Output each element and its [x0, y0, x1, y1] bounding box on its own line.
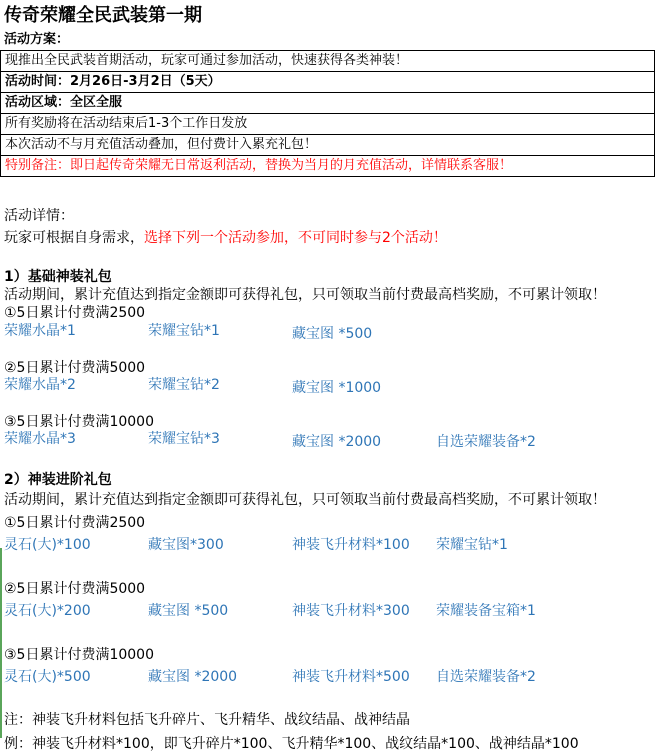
section1-tier3-rewards [4, 431, 654, 449]
reward-item: 荣耀水晶*3 [4, 431, 76, 447]
section2-tier2-rewards [4, 603, 654, 621]
section1-tier1-threshold: ①5日累计付费满2500 [4, 305, 146, 321]
info-cell: 特别备注：即日起传奇荣耀无日常返利活动，替换为当月的月充值活动，详情联系客服！ [1, 156, 655, 177]
note-example: 例：神装飞升材料*100，即飞升碎片*100、飞升精华*100、战纹结晶*100、战神结晶*100 [4, 736, 579, 752]
reward-item: 藏宝图 *500 [292, 326, 373, 342]
info-row [1, 135, 655, 156]
reward-item: 荣耀水晶*1 [4, 323, 76, 339]
section1-title: 1）基础神装礼包 [4, 269, 112, 285]
reward-item: 藏宝图*300 [148, 537, 224, 553]
info-table [0, 50, 655, 177]
reward-item: 神装飞升材料*300 [292, 603, 410, 619]
reward-item: 荣耀宝钻*1 [148, 323, 220, 339]
reward-item: 荣耀装备宝箱*1 [436, 603, 536, 619]
section2-tier2-threshold: ②5日累计付费满5000 [4, 581, 146, 597]
section2-tier1-rewards [4, 537, 654, 555]
section1-tier2-rewards [4, 377, 654, 395]
info-cell: 本次活动不与月充值活动叠加，但付费计入累充礼包！ [1, 135, 655, 156]
info-row [1, 156, 655, 177]
reward-item: 荣耀宝钻*2 [148, 377, 220, 393]
info-cell: 所有奖励将在活动结束后1-3个工作日发放 [1, 114, 655, 135]
info-row [1, 114, 655, 135]
info-row [1, 72, 655, 93]
reward-item: 灵石(大)*200 [4, 603, 91, 619]
choose-note [4, 230, 447, 247]
page-title: 传奇荣耀全民武装第一期 [4, 5, 202, 26]
section1-tier1-rewards [4, 323, 654, 341]
reward-item: 自选荣耀装备*2 [436, 434, 536, 450]
note-materials: 注：神装飞升材料包括飞升碎片、飞升精华、战纹结晶、战神结晶 [4, 712, 410, 728]
choose-prefix: 玩家可根据自身需求， [4, 230, 144, 246]
section2-tier1-threshold: ①5日累计付费满2500 [4, 515, 146, 531]
details-label: 活动详情： [4, 208, 74, 224]
section2-tier3-rewards [4, 669, 654, 687]
info-cell: 现推出全民武装首期活动，玩家可通过参加活动，快速获得各类神装！ [1, 51, 655, 72]
info-cell: 活动区域：全区全服 [1, 93, 655, 114]
reward-item: 藏宝图 *1000 [292, 380, 382, 396]
section2-desc: 活动期间，累计充值达到指定金额即可获得礼包，只可领取当前付费最高档奖励，不可累计领取！ [4, 492, 606, 508]
reward-item: 荣耀宝钻*1 [436, 537, 508, 553]
choose-warning: 选择下列一个活动参加，不可同时参与2个活动！ [144, 230, 447, 246]
reward-item: 神装飞升材料*100 [292, 537, 410, 553]
plan-label: 活动方案： [4, 32, 70, 47]
reward-item: 灵石(大)*500 [4, 669, 91, 685]
reward-item: 藏宝图 *2000 [292, 434, 382, 450]
reward-item: 荣耀宝钻*3 [148, 431, 220, 447]
reward-item: 藏宝图 *2000 [148, 669, 238, 685]
section1-desc: 活动期间，累计充值达到指定金额即可获得礼包，只可领取当前付费最高档奖励，不可累计领取！ [4, 287, 606, 303]
left-edge-marker [0, 548, 2, 738]
section2-tier3-threshold: ③5日累计付费满10000 [4, 647, 154, 663]
info-row [1, 51, 655, 72]
reward-item: 藏宝图 *500 [148, 603, 229, 619]
section1-tier2-threshold: ②5日累计付费满5000 [4, 360, 146, 376]
reward-item: 自选荣耀装备*2 [436, 669, 536, 685]
info-row [1, 93, 655, 114]
section1-tier3-threshold: ③5日累计付费满10000 [4, 414, 154, 430]
reward-item: 荣耀水晶*2 [4, 377, 76, 393]
reward-item: 灵石(大)*100 [4, 537, 91, 553]
section2-title: 2）神装进阶礼包 [4, 472, 112, 488]
reward-item: 神装飞升材料*500 [292, 669, 410, 685]
info-cell: 活动时间：2月26日-3月2日（5天） [1, 72, 655, 93]
